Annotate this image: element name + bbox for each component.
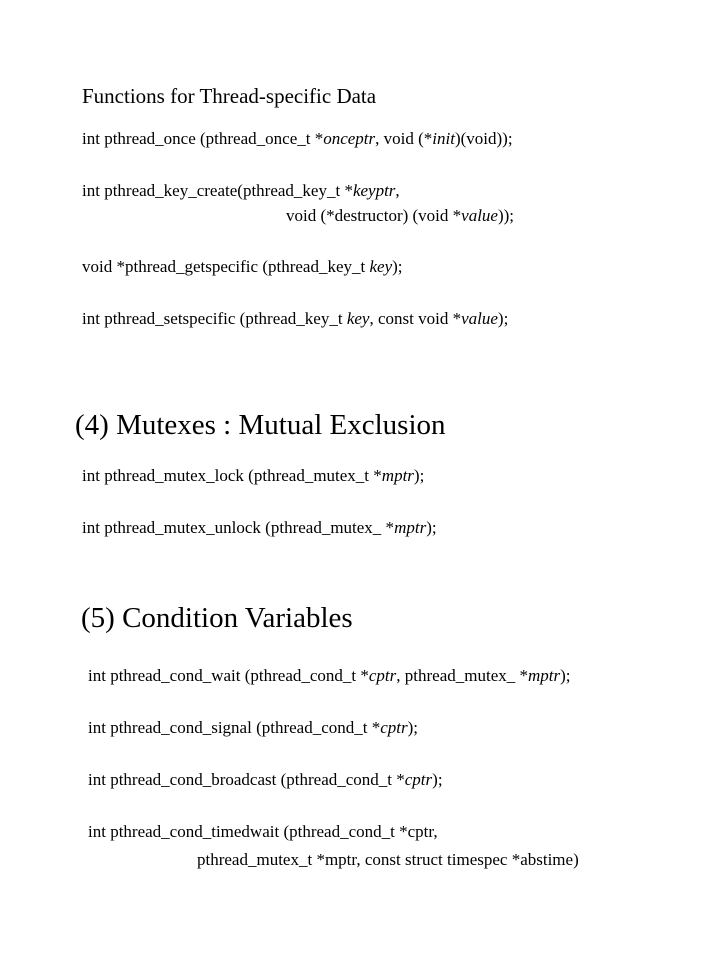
func-pthread-key-create-cont: void (*destructor) (void *value));: [286, 206, 515, 225]
func-pthread-cond-signal: int pthread_cond_signal (pthread_cond_t *cptr);: [88, 718, 419, 737]
func-pthread-cond-timedwait-cont: pthread_mutex_t *mptr, const struct timespec *abstime): [197, 850, 579, 869]
section-title-mutexes: (4) Mutexes : Mutual Exclusion: [75, 409, 446, 441]
func-pthread-cond-timedwait: int pthread_cond_timedwait (pthread_cond_t *cptr,: [88, 822, 438, 841]
section-title-thread-specific-data: Functions for Thread-specific Data: [82, 84, 377, 108]
func-pthread-setspecific: int pthread_setspecific (pthread_key_t key, const void *value);: [82, 309, 509, 328]
func-pthread-key-create: int pthread_key_create(pthread_key_t *keyptr,: [82, 181, 400, 200]
func-pthread-mutex-unlock: int pthread_mutex_unlock (pthread_mutex_ *mptr);: [82, 518, 437, 537]
func-pthread-cond-broadcast: int pthread_cond_broadcast (pthread_cond_t *cptr);: [88, 770, 443, 789]
func-pthread-cond-wait: int pthread_cond_wait (pthread_cond_t *cptr, pthread_mutex_ *mptr);: [88, 666, 571, 685]
section-title-condition-variables: (5) Condition Variables: [81, 602, 353, 634]
func-pthread-once: int pthread_once (pthread_once_t *onceptr, void (*init)(void));: [82, 129, 513, 148]
func-pthread-getspecific: void *pthread_getspecific (pthread_key_t key);: [82, 257, 403, 276]
func-pthread-mutex-lock: int pthread_mutex_lock (pthread_mutex_t *mptr);: [82, 466, 425, 485]
